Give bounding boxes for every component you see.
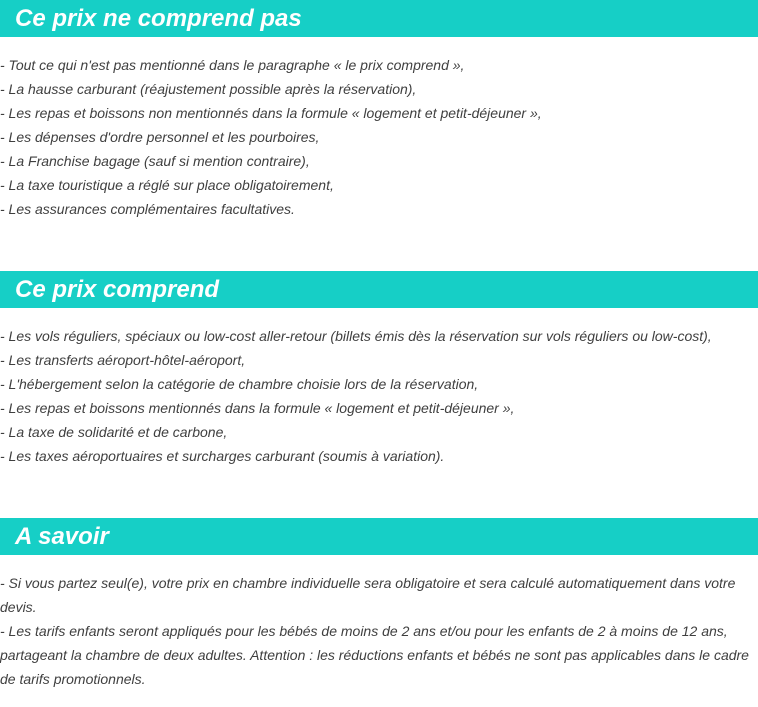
list-item: - La hausse carburant (réajustement possible après la réservation), [0, 81, 417, 97]
list-item: - Les dépenses d'ordre personnel et les pourboires, [0, 129, 320, 145]
list-item: - Les repas et boissons mentionnés dans la formule « logement et petit-déjeuner », [0, 400, 515, 416]
list-item: - Si vous partez seul(e), votre prix en chambre individuelle sera obligatoire et sera calculé automatiquement dans votre devis. [0, 575, 736, 615]
list-item: - La Franchise bagage (sauf si mention contraire), [0, 153, 310, 169]
list-item: - Les taxes aéroportuaires et surcharges carburant (soumis à variation). [0, 448, 445, 464]
included-list [0, 324, 758, 468]
list-item: - Les tarifs enfants seront appliqués pour les bébés de moins de 2 ans et/ou pour les enfants de 2 à moins de 12 ans, partageant la chambre de deux adultes. Attention : les réductions enfants et bébés ne sont pas applicables dans le cadre de tarifs promotionnels. [0, 623, 749, 687]
list-item: - Les repas et boissons non mentionnés dans la formule « logement et petit-déjeuner », [0, 105, 542, 121]
list-item: - Tout ce qui n'est pas mentionné dans le paragraphe « le prix comprend », [0, 57, 465, 73]
section-header-not-included: Ce prix ne comprend pas [0, 0, 758, 37]
list-item: - Les vols réguliers, spéciaux ou low-cost aller-retour (billets émis dès la réservation sur vols réguliers ou low-cost), [0, 328, 712, 344]
list-item: - Les assurances complémentaires facultatives. [0, 201, 295, 217]
section-header-good-to-know: A savoir [0, 518, 758, 555]
list-item: - L'hébergement selon la catégorie de chambre choisie lors de la réservation, [0, 376, 479, 392]
not-included-list [0, 53, 758, 221]
list-item: - La taxe de solidarité et de carbone, [0, 424, 228, 440]
section-header-included: Ce prix comprend [0, 271, 758, 308]
list-item: - La taxe touristique a réglé sur place obligatoirement, [0, 177, 334, 193]
good-to-know-list [0, 571, 758, 691]
list-item: - Les transferts aéroport-hôtel-aéroport, [0, 352, 246, 368]
